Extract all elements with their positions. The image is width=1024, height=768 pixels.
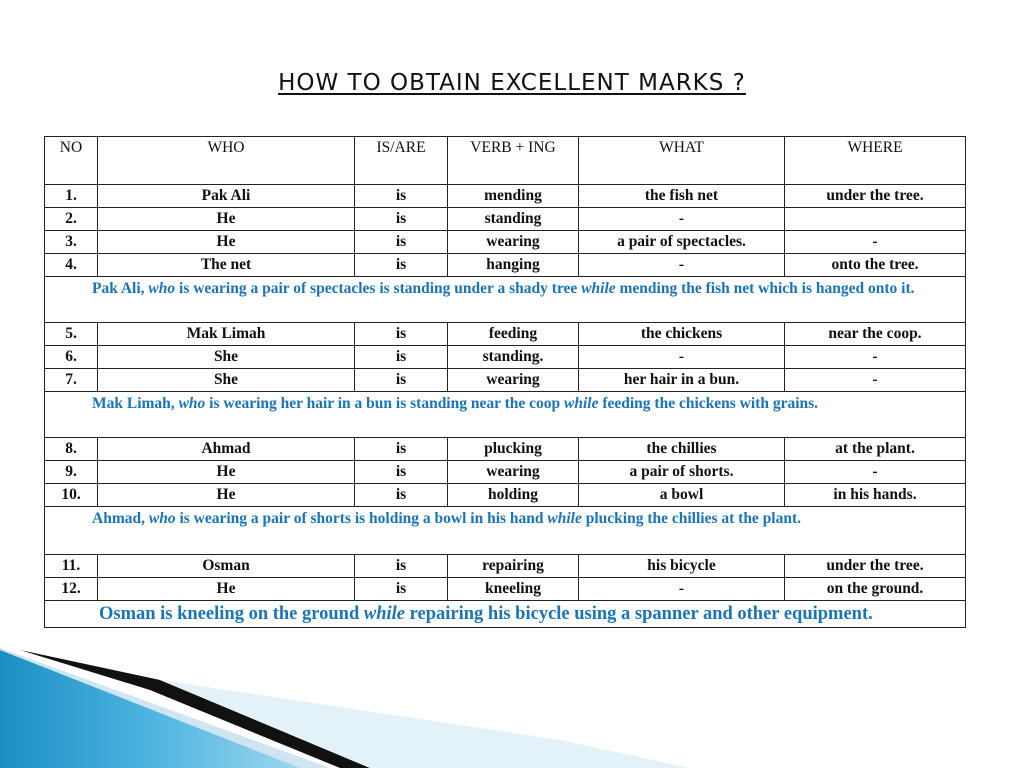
cell-no: 1. [45, 185, 98, 208]
cell-no: 11. [45, 555, 98, 578]
table-row [45, 461, 966, 484]
cell-where: under the tree. [785, 185, 966, 208]
table-row [45, 346, 966, 369]
summary-row-1 [45, 277, 966, 323]
cell-is-are: is [355, 231, 448, 254]
group-3 [45, 438, 966, 507]
table-row [45, 369, 966, 392]
table-row [45, 185, 966, 208]
summary-row-2 [45, 392, 966, 438]
cell-who: Mak Limah [98, 323, 355, 346]
group-2 [45, 323, 966, 392]
dark-swoosh-band [20, 650, 370, 768]
table-row [45, 254, 966, 277]
cell-is-are: is [355, 208, 448, 231]
blue-swoosh-band [0, 650, 300, 768]
cell-where: under the tree. [785, 555, 966, 578]
cell-what: the fish net [579, 185, 785, 208]
cell-who: He [98, 484, 355, 507]
cell-who: Osman [98, 555, 355, 578]
cell-is-are: is [355, 254, 448, 277]
table-row [45, 484, 966, 507]
cell-verb-ing: wearing [448, 461, 579, 484]
cell-what: - [579, 254, 785, 277]
cell-verb-ing: standing [448, 208, 579, 231]
cell-where: - [785, 231, 966, 254]
cell-who: He [98, 208, 355, 231]
cell-what: - [579, 578, 785, 601]
cell-what: the chillies [579, 438, 785, 461]
cell-no: 10. [45, 484, 98, 507]
cell-no: 4. [45, 254, 98, 277]
summary-text-4: Osman is kneeling on the ground while repairing his bicycle using a spanner and other equipment. [45, 601, 966, 628]
cell-who: She [98, 346, 355, 369]
cell-no: 7. [45, 369, 98, 392]
cell-who: He [98, 231, 355, 254]
summary-text-3: Ahmad, who is wearing a pair of shorts is holding a bowl in his hand while plucking the chillies at the plant. [45, 507, 966, 555]
cell-no: 12. [45, 578, 98, 601]
cell-what: - [579, 208, 785, 231]
cell-where: at the plant. [785, 438, 966, 461]
cell-who: He [98, 461, 355, 484]
cell-verb-ing: wearing [448, 369, 579, 392]
cell-is-are: is [355, 438, 448, 461]
cell-where: - [785, 346, 966, 369]
cell-verb-ing: mending [448, 185, 579, 208]
cell-what: a pair of shorts. [579, 461, 785, 484]
cell-verb-ing: kneeling [448, 578, 579, 601]
light-swoosh-band [0, 648, 330, 768]
cell-is-are: is [355, 484, 448, 507]
summary-row-4 [45, 601, 966, 628]
group-4 [45, 555, 966, 601]
cell-who: The net [98, 254, 355, 277]
cell-is-are: is [355, 323, 448, 346]
cell-where: near the coop. [785, 323, 966, 346]
header-verb-ing: VERB + ING [448, 137, 579, 185]
cell-what: a pair of spectacles. [579, 231, 785, 254]
cell-verb-ing: repairing [448, 555, 579, 578]
cell-what: his bicycle [579, 555, 785, 578]
cell-who: He [98, 578, 355, 601]
cell-verb-ing: standing. [448, 346, 579, 369]
cell-verb-ing: wearing [448, 231, 579, 254]
table-row [45, 231, 966, 254]
sentence-table [44, 136, 966, 628]
cell-verb-ing: plucking [448, 438, 579, 461]
table-row [45, 208, 966, 231]
cell-verb-ing: holding [448, 484, 579, 507]
cell-where: - [785, 461, 966, 484]
cell-no: 5. [45, 323, 98, 346]
cell-is-are: is [355, 461, 448, 484]
cell-is-are: is [355, 578, 448, 601]
summary-text-2: Mak Limah, who is wearing her hair in a bun is standing near the coop while feeding the chickens with grains. [45, 392, 966, 438]
cell-no: 2. [45, 208, 98, 231]
cell-what: the chickens [579, 323, 785, 346]
cell-is-are: is [355, 346, 448, 369]
summary-text-1: Pak Ali, who is wearing a pair of spectacles is standing under a shady tree while mending the fish net which is hanged onto it. [45, 277, 966, 323]
cell-what: her hair in a bun. [579, 369, 785, 392]
cell-is-are: is [355, 369, 448, 392]
page-title: HOW TO OBTAIN EXCELLENT MARKS ? [278, 70, 746, 96]
cell-where: in his hands. [785, 484, 966, 507]
cell-no: 3. [45, 231, 98, 254]
table-row [45, 578, 966, 601]
cell-verb-ing: hanging [448, 254, 579, 277]
header-who: WHO [98, 137, 355, 185]
cell-no: 6. [45, 346, 98, 369]
cell-who: Pak Ali [98, 185, 355, 208]
cell-what: a bowl [579, 484, 785, 507]
header-row [45, 137, 966, 185]
cell-where [785, 208, 966, 231]
table-row [45, 438, 966, 461]
cell-is-are: is [355, 185, 448, 208]
table-row [45, 323, 966, 346]
cell-where: on the ground. [785, 578, 966, 601]
cell-who: She [98, 369, 355, 392]
cell-is-are: is [355, 555, 448, 578]
cell-no: 8. [45, 438, 98, 461]
cell-what: - [579, 346, 785, 369]
header-where: WHERE [785, 137, 966, 185]
cell-where: - [785, 369, 966, 392]
summary-row-3 [45, 507, 966, 555]
group-1 [45, 185, 966, 277]
cell-where: onto the tree. [785, 254, 966, 277]
pale-swoosh-band [160, 680, 690, 768]
header-no: NO [45, 137, 98, 185]
header-is-are: IS/ARE [355, 137, 448, 185]
header-what: WHAT [579, 137, 785, 185]
table-row [45, 555, 966, 578]
cell-verb-ing: feeding [448, 323, 579, 346]
cell-no: 9. [45, 461, 98, 484]
cell-who: Ahmad [98, 438, 355, 461]
